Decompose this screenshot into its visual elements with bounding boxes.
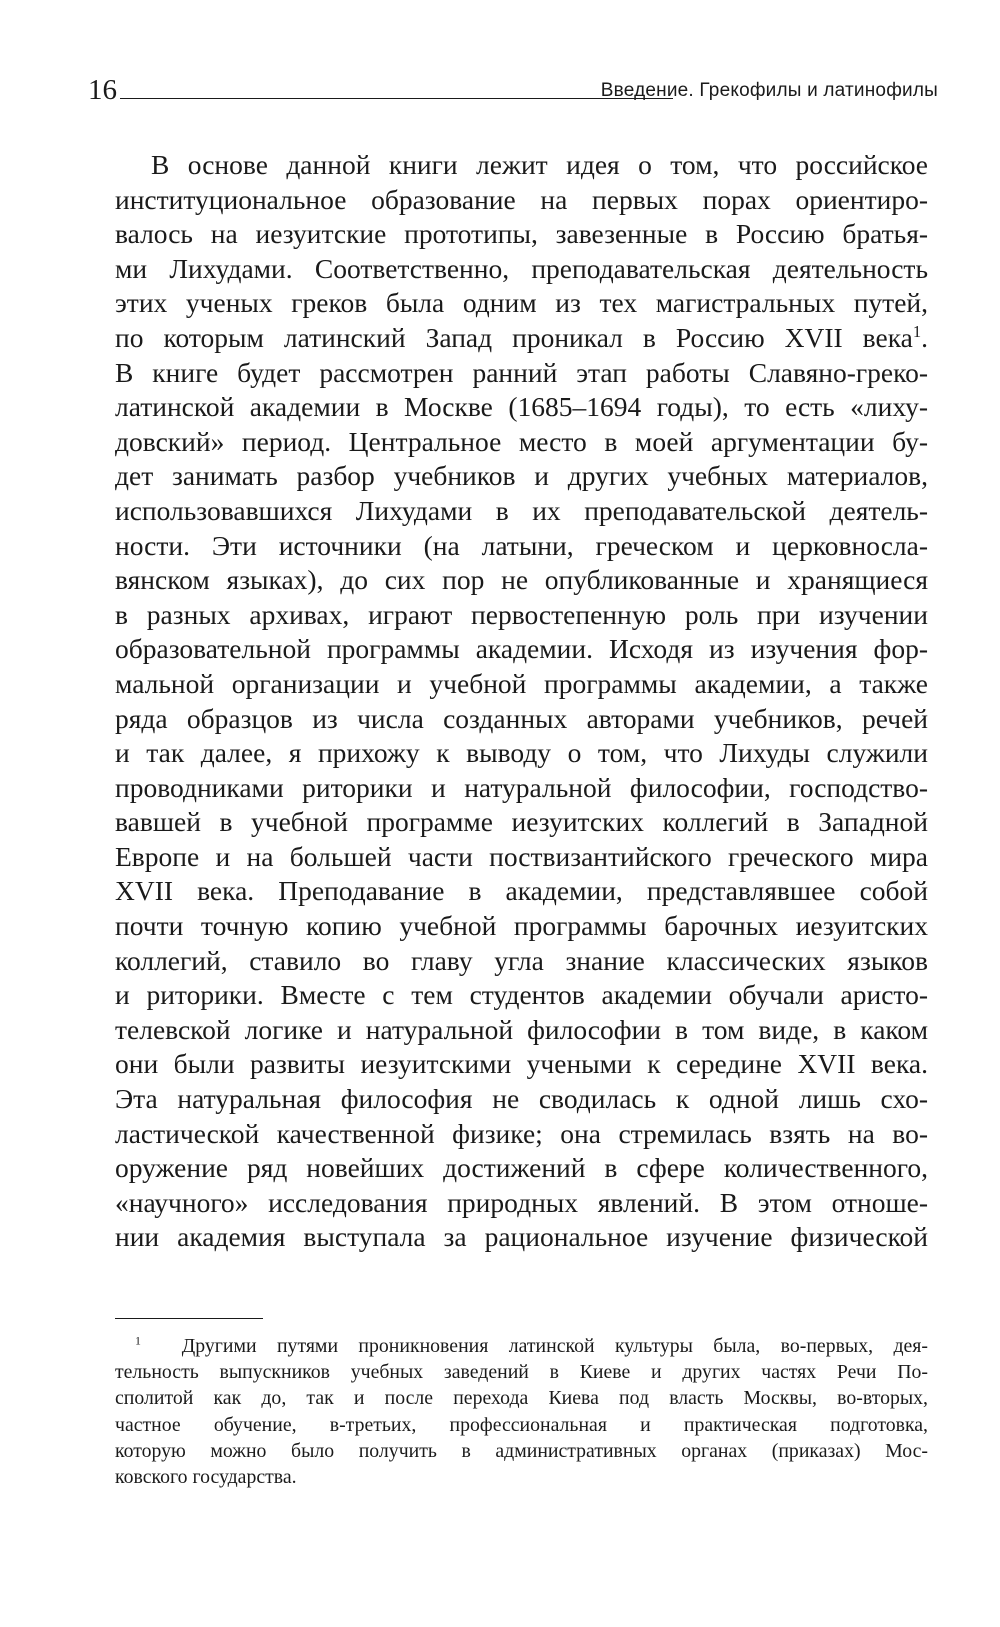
text-line: образовательной программы академии. Исходя из изучения фор- bbox=[115, 633, 928, 665]
footnote-line-content: Другими путями проникновения латинской культуры была, во-первых, дея- bbox=[181, 1335, 928, 1357]
text-line: ряда образцов из числа созданных авторами учебников, речей bbox=[115, 702, 928, 734]
text-line: проводниками риторики и натуральной философии, господство- bbox=[115, 771, 928, 803]
text-line: они были развиты иезуитскими учеными к середине XVII века. bbox=[115, 1048, 928, 1080]
text-line: и так далее, я прихожу к выводу о том, что Лихуды служили bbox=[115, 737, 928, 769]
footnote-line bbox=[115, 1333, 928, 1359]
footnote-line: тельность выпускников учебных заведений в Киеве и других частях Речи По- bbox=[115, 1361, 928, 1384]
text-line: дет занимать разбор учебников и других учебных материалов, bbox=[115, 460, 928, 492]
header-rule bbox=[120, 98, 673, 99]
text-line: ластической качественной физике; она стремилась взять на во- bbox=[115, 1117, 928, 1149]
footnote-line: сполитой как до, так и после перехода Киева под власть Москвы, во-вторых, bbox=[115, 1387, 928, 1410]
text-line-content: по которым латинский Запад проникал в Россию XVII века bbox=[115, 321, 913, 353]
text-line: вянском языках), до сих пор не опубликованные и хранящиеся bbox=[115, 564, 928, 596]
text-line: латинской академии в Москве (1685–1694 годы), то есть «лиху- bbox=[115, 391, 928, 423]
text-line: в разных архивах, играют первостепенную роль при изучении bbox=[115, 598, 928, 630]
footnote-line: частное обучение, в-третьих, профессиональная и практическая подготовка, bbox=[115, 1413, 928, 1436]
text-line-with-footnote-ref bbox=[115, 321, 928, 356]
text-line: XVII века. Преподавание в академии, представлявшее собой bbox=[115, 875, 928, 907]
text-line: телевской логике и натуральной философии в том виде, в каком bbox=[115, 1013, 928, 1045]
footnote bbox=[115, 1333, 928, 1490]
text-line: Эта натуральная философия не сводилась к одной лишь схо- bbox=[115, 1083, 928, 1115]
text-line: В основе данной книги лежит идея о том, что российское bbox=[151, 149, 928, 180]
footnote-line: которую можно было получить в административных органах (приказах) Мос- bbox=[115, 1439, 928, 1462]
text-line: вавшей в учебной программе иезуитских коллегий в Западной bbox=[115, 806, 928, 838]
text-line: Европе и на большей части поствизантийского греческого мира bbox=[115, 840, 928, 872]
footnote-reference[interactable]: 1 bbox=[912, 321, 922, 341]
text-line: этих ученых греков была одним из тех магистральных путей, bbox=[115, 287, 928, 319]
footnote-line: ковского государства. bbox=[115, 1465, 297, 1488]
text-line: почти точную копию учебной программы барочных иезуитских bbox=[115, 910, 928, 942]
text-line-tail: . bbox=[921, 321, 928, 353]
text-line: В книге будет рассмотрен ранний этап работы Славяно-греко- bbox=[115, 356, 928, 388]
text-line: коллегий, ставило во главу угла знание классических языков bbox=[115, 944, 928, 976]
text-line: довский» период. Центральное место в моей аргументации бу- bbox=[115, 425, 928, 457]
text-line: ности. Эти источники (на латыни, греческом и церковносла- bbox=[115, 529, 928, 561]
running-title: Введение. Грекофилы и латинофилы bbox=[600, 80, 938, 101]
main-text bbox=[115, 148, 928, 1255]
page-number: 16 bbox=[88, 74, 117, 106]
text-line: «научного» исследования природных явлений. В этом отноше- bbox=[115, 1186, 928, 1218]
page-header bbox=[88, 74, 938, 110]
text-line: ми Лихудами. Соответственно, преподавательская деятельность bbox=[115, 252, 928, 284]
text-line: нии академия выступала за рациональное изучение физической bbox=[115, 1221, 928, 1253]
text-line: и риторики. Вместе с тем студентов академии обучали аристо- bbox=[115, 979, 928, 1011]
text-line: валось на иезуитские прототипы, завезенные в Россию братья- bbox=[115, 218, 928, 250]
text-line: мальной организации и учебной программы академии, а также bbox=[115, 667, 928, 699]
footnote-marker: 1 bbox=[135, 1333, 141, 1348]
text-line: оружение ряд новейших достижений в сфере количественного, bbox=[115, 1152, 928, 1184]
footnote-separator bbox=[115, 1318, 263, 1319]
text-line: институциональное образование на первых порах ориентиро- bbox=[115, 183, 928, 215]
text-line: использовавшихся Лихудами в их преподавательской деятель- bbox=[115, 494, 928, 526]
